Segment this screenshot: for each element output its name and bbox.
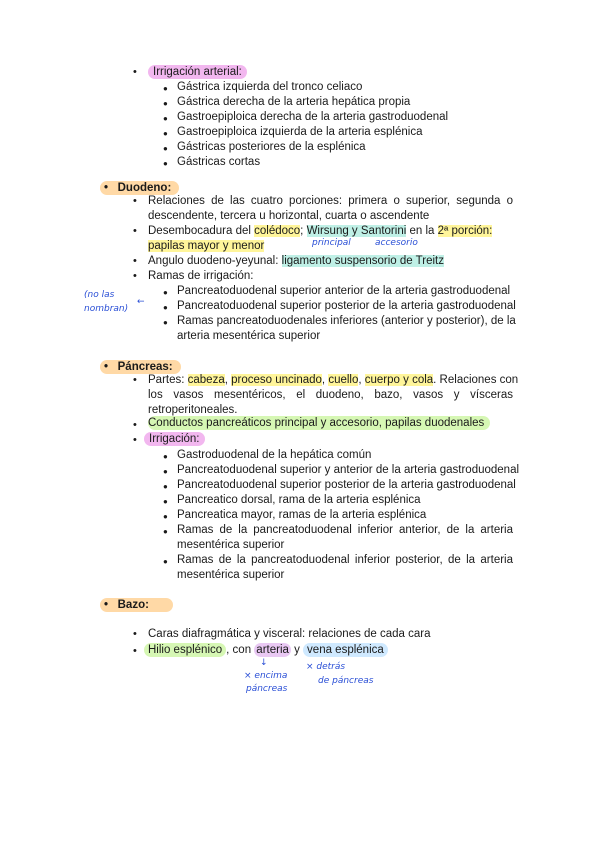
bullet: • [133, 645, 137, 657]
highlight-cabeza: cabeza [187, 374, 225, 386]
bullet: • [133, 66, 137, 78]
highlight-papilas: papilas mayor y menor [148, 240, 265, 252]
bullet: ● [163, 129, 168, 138]
list-item: Gastroduodenal de la hepática común [177, 449, 372, 461]
bullet: ● [163, 318, 168, 327]
list-item-continuation: mesentérica superior [177, 569, 285, 581]
paragraph-line: Relaciones de las cuatro porciones: primera o superior, segunda o [148, 195, 513, 207]
list-item: Gástricas posteriores de la esplénica [177, 141, 366, 153]
handwritten-note-accesorio: accesorio [375, 238, 418, 248]
paragraph-line: los vasos mesentéricos, el duodeno, bazo, vasos y vísceras [148, 389, 513, 401]
highlight-cuello: cuello [328, 374, 359, 386]
list-item: Ramas pancreatoduodenales inferiores (anterior y posterior), de la [177, 315, 516, 327]
handwritten-note-principal: principal [312, 238, 351, 248]
list-item: Pancreatoduodenal superior posterior de la arteria gastroduodenal [177, 300, 516, 312]
highlight-hilio: Hilio esplénico [144, 643, 226, 657]
highlight-porcion: 2ª porción: [437, 225, 493, 237]
section-heading-duodeno: • Duodeno: [100, 181, 179, 195]
list-item: Ramas de la pancreatoduodenal inferior posterior, de la arteria [177, 554, 513, 566]
bullet: ● [163, 159, 168, 168]
handwritten-note-pancreas: páncreas [246, 684, 288, 694]
bullet: • [133, 270, 137, 282]
handwritten-note-nombran: nombran) [84, 304, 129, 314]
list-item: Ramas de la pancreatoduodenal inferior anterior, de la arteria [177, 524, 513, 536]
partes-line: Partes: cabeza, proceso uncinado, cuello, cuerpo y cola. Relaciones con [148, 374, 519, 386]
left-arrow-icon: ← [137, 297, 145, 307]
list-item: Gastroepiploica izquierda de la arteria esplénica [177, 126, 423, 138]
bullet: • [133, 434, 137, 446]
handwritten-note-encima: × encima [244, 671, 288, 681]
down-arrow-icon: ↓ [260, 658, 268, 668]
highlight-wirsung: Wirsung y Santorini [306, 225, 407, 237]
highlight-arteria: arteria [256, 644, 289, 656]
bullet: ● [163, 144, 168, 153]
section-heading-pancreas: • Páncreas: [100, 360, 181, 374]
bullet: ● [163, 288, 168, 297]
handwritten-note-no-las: (no las [84, 290, 115, 300]
bullet: • [133, 628, 137, 640]
highlight-vena: vena esplénica [303, 643, 388, 657]
highlight-proceso-uncinado: proceso uncinado [231, 374, 322, 386]
bullet: ● [163, 467, 168, 476]
bullet: ● [163, 452, 168, 461]
caras-line: Caras diafragmática y visceral: relaciones de cada cara [148, 628, 431, 640]
bullet: ● [163, 84, 168, 93]
bullet: • [133, 374, 137, 386]
bullet: • [133, 419, 137, 431]
paragraph-line: descendente, tercera u horizontal, cuarta o ascendente [148, 210, 430, 222]
list-item: Gastroepiploica derecha de la arteria gastroduodenal [177, 111, 449, 123]
desembocadura-line-2 [148, 240, 264, 252]
list-item-continuation: arteria mesentérica superior [177, 330, 321, 342]
list-item: Gástrica derecha de la arteria hepática propia [177, 96, 411, 108]
list-item: Pancreatoduodenal superior posterior de la arteria gastroduodenal [177, 479, 516, 491]
hilio-line: Hilio esplénico , con arteria y vena esplénica [144, 644, 388, 656]
irrigacion-heading: Irrigación: [144, 433, 205, 445]
highlight-cuerpo-cola: cuerpo y cola [364, 374, 434, 386]
bullet: • [104, 599, 109, 611]
list-item: Gástricas cortas [177, 156, 261, 168]
list-item: Pancreatico dorsal, rama de la arteria esplénica [177, 494, 421, 506]
angulo-line: Angulo duodeno-yeyunal: ligamento suspensorio de Treitz [148, 255, 445, 267]
list-item: Pancreatoduodenal superior y anterior de la arteria gastroduodenal [177, 464, 520, 476]
section-heading-bazo: • Bazo: [100, 598, 173, 612]
ramas-heading: Ramas de irrigación: [148, 270, 254, 282]
bullet: • [104, 361, 109, 373]
paragraph-line: retroperitoneales. [148, 404, 238, 416]
bullet: ● [163, 512, 168, 521]
list-item: Gástrica izquierda del tronco celiaco [177, 81, 363, 93]
section-heading-irrigacion-arterial: Irrigación arterial: [148, 66, 247, 78]
highlight-papilas-duodenales: papilas duodenales [385, 417, 485, 429]
bullet: ● [163, 527, 168, 536]
handwritten-note-de-pancreas: de páncreas [318, 676, 374, 686]
handwritten-note-detras: × detrás [306, 662, 346, 672]
bullet: • [104, 182, 109, 194]
highlight-coledoco: colédoco [254, 225, 301, 237]
highlight-ligamento: ligamento suspensorio de Treitz [281, 255, 445, 267]
bullet: ● [163, 114, 168, 123]
bullet: ● [163, 497, 168, 506]
list-item-continuation: mesentérica superior [177, 539, 285, 551]
bullet: • [133, 225, 137, 237]
desembocadura-line: Desembocadura del colédoco; Wirsung y Santorini en la 2ª porción: [148, 225, 493, 237]
list-item: Pancreatica mayor, ramas de la arteria esplénica [177, 509, 427, 521]
bullet: ● [163, 482, 168, 491]
conductos-line: Conductos pancreáticos principal y accesorio, papilas duodenales [148, 417, 490, 429]
list-item: Pancreatoduodenal superior anterior de la arteria gastroduodenal [177, 285, 511, 297]
bullet: • [133, 255, 137, 267]
bullet: ● [163, 99, 168, 108]
bullet: ● [163, 557, 168, 566]
bullet: • [133, 195, 137, 207]
bullet: ● [163, 303, 168, 312]
